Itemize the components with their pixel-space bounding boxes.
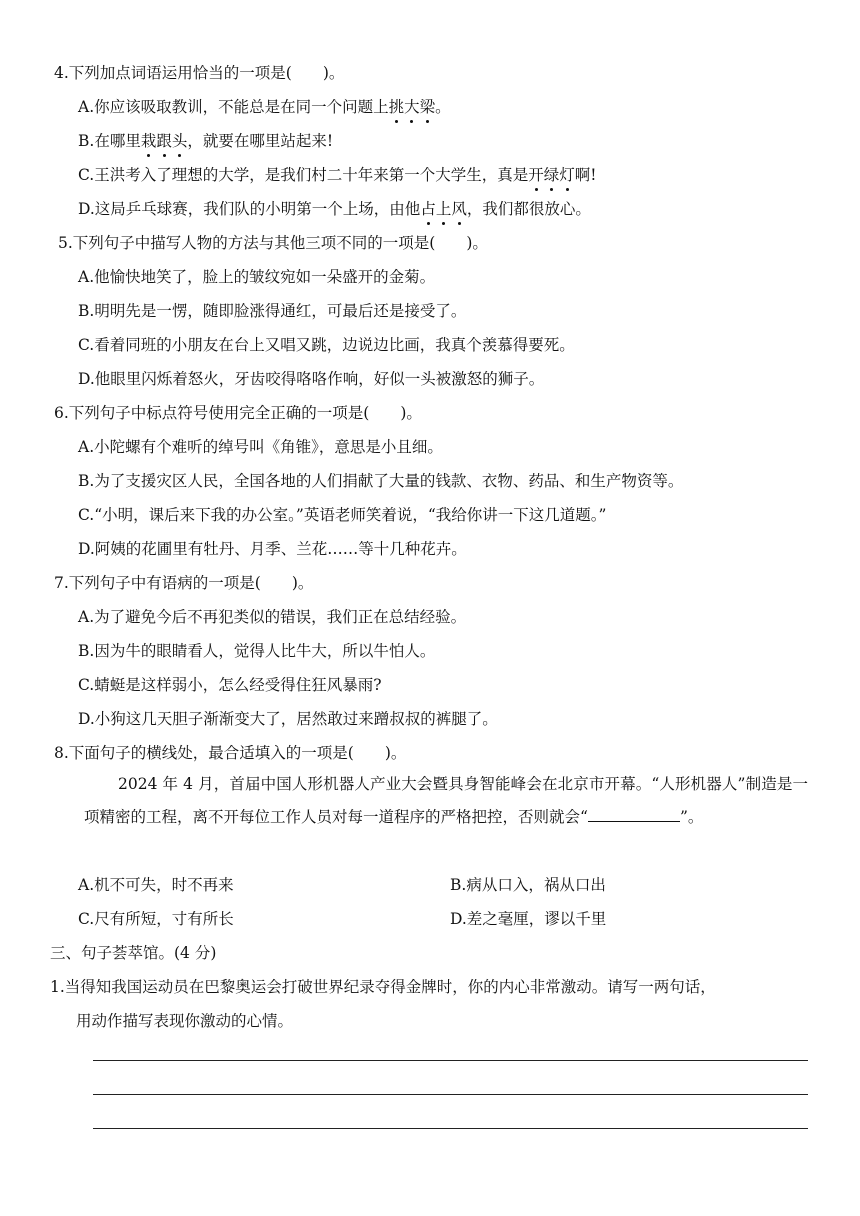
question-8-stem: 8.下面句子的横线处，最合适填入的一项是( )。 — [54, 744, 407, 762]
question-6-stem: 6.下列句子中标点符号使用完全正确的一项是( )。 — [54, 404, 422, 422]
question-8-passage — [84, 768, 808, 834]
option-text: D.这局乒乓球赛，我们队的小明第一个上场，由他 — [78, 200, 421, 218]
question-8-option-b: B.病从口入，祸从口出 — [450, 876, 606, 894]
dotted-character: 开 — [528, 166, 544, 184]
dotted-term — [528, 166, 575, 184]
dotted-character: 头 — [171, 132, 188, 150]
dotted-term — [141, 132, 188, 150]
question-4-option-c — [78, 164, 597, 186]
section-3-question-1-line-2: 用动作描写表现你激动的心情。 — [76, 1012, 294, 1030]
option-text: C.王洪考入了理想的大学，是我们村二十年来第一个大学生，真是 — [78, 166, 529, 184]
section-3-heading: 三、句子荟萃馆。(4 分) — [50, 944, 217, 962]
question-5-stem: 5.下列句子中描写人物的方法与其他三项不同的一项是( )。 — [58, 234, 488, 252]
question-6-option-a: A.小陀螺有个难听的绰号叫《角锥》，意思是小且细。 — [78, 438, 443, 456]
question-5-option-b: B.明明先是一愣，随即脸涨得通红，可最后还是接受了。 — [78, 302, 467, 320]
section-3-question-1-line-1: 1.当得知我国运动员在巴黎奥运会打破世界纪录夺得金牌时，你的内心非常激动。请写一两句话， — [50, 978, 716, 996]
passage-text: 2024 年 4 月，首届中国人形机器人产业大会暨具身智能峰会在北京市开幕。“人形机器人”制造是一项精密的工程，离不开每位工作人员对每一道程序的严格把控，否则就会“ — [84, 775, 808, 826]
answer-line-1[interactable] — [93, 1060, 808, 1061]
option-text: 啊! — [574, 166, 597, 184]
question-4-option-a — [78, 96, 451, 118]
question-4-option-d — [78, 198, 591, 220]
option-text: A.你应该吸取教训，不能总是在同一个问题上 — [78, 98, 389, 116]
fill-in-blank[interactable] — [588, 806, 680, 822]
question-6-option-c: C.“小明，课后来下我的办公室。”英语老师笑着说，“我给你讲一下这几道题。” — [78, 506, 607, 524]
dotted-character: 绿 — [543, 166, 560, 184]
question-6-option-d: D.阿姨的花圃里有牡丹、月季、兰花……等十几种花卉。 — [78, 540, 467, 558]
question-5-option-d: D.他眼里闪烁着怒火，牙齿咬得咯咯作响，好似一头被激怒的狮子。 — [78, 370, 545, 388]
question-4-option-b — [78, 130, 333, 152]
question-5-option-a: A.他愉快地笑了，脸上的皱纹宛如一朵盛开的金菊。 — [78, 268, 436, 286]
answer-line-2[interactable] — [93, 1094, 808, 1095]
dotted-character: 上 — [435, 200, 452, 218]
dotted-character: 灯 — [559, 166, 575, 184]
dotted-character: 大 — [404, 98, 420, 116]
question-7-option-d: D.小狗这几天胆子渐渐变大了，居然敢过来蹭叔叔的裤腿了。 — [78, 710, 498, 728]
question-8-option-d: D.差之毫厘，谬以千里 — [450, 910, 607, 928]
dotted-character: 风 — [451, 200, 467, 218]
question-7-option-b: B.因为牛的眼睛看人，觉得人比牛大，所以牛怕人。 — [78, 642, 436, 660]
dotted-term — [420, 200, 467, 218]
dotted-term — [389, 98, 436, 116]
question-8-option-c: C.尺有所短，寸有所长 — [78, 910, 234, 928]
question-6-option-b: B.为了支援灾区人民，全国各地的人们捐献了大量的钱款、衣物、药品、和生产物资等。 — [78, 472, 684, 490]
option-text: ，就要在哪里站起来! — [187, 132, 334, 150]
dotted-character: 梁 — [419, 98, 436, 116]
dotted-character: 栽 — [140, 132, 157, 150]
question-4-stem: 4.下列加点词语运用恰当的一项是( )。 — [54, 64, 345, 82]
question-5-option-c: C.看着同班的小朋友在台上又唱又跳，边说边比画，我真个羡慕得要死。 — [78, 336, 575, 354]
option-text: ，我们都很放心。 — [466, 200, 591, 218]
question-8-option-a: A.机不可失，时不再来 — [78, 876, 234, 894]
answer-line-3[interactable] — [93, 1128, 808, 1129]
dotted-character: 占 — [420, 200, 436, 218]
question-7-option-c: C.蜻蜓是这样弱小，怎么经受得住狂风暴雨? — [78, 676, 382, 694]
option-text: 。 — [435, 98, 451, 116]
passage-text: ”。 — [679, 808, 704, 826]
dotted-character: 跟 — [156, 132, 172, 150]
option-text: B.在哪里 — [78, 132, 141, 150]
question-7-stem: 7.下列句子中有语病的一项是( )。 — [54, 574, 314, 592]
dotted-character: 挑 — [388, 98, 405, 116]
question-7-option-a: A.为了避免今后不再犯类似的错误，我们正在总结经验。 — [78, 608, 467, 626]
